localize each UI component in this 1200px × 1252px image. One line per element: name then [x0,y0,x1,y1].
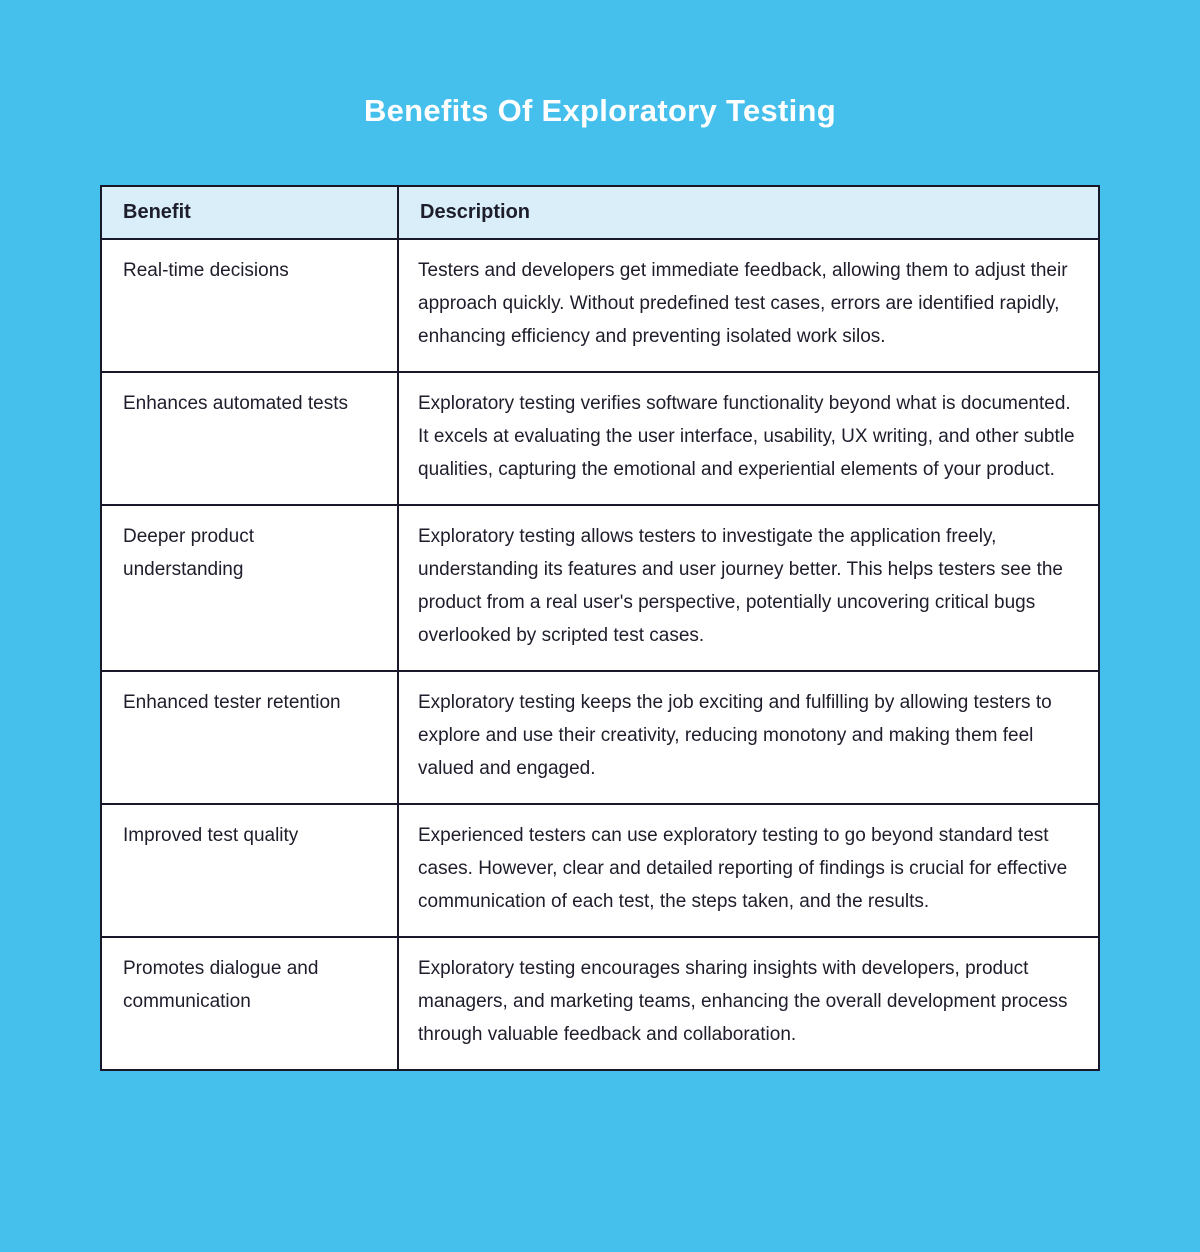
table-row [101,239,1099,372]
table-row [101,671,1099,804]
description-cell: Exploratory testing allows testers to investigate the application freely, understanding its features and user journey better. This helps testers see the product from a real user's perspective, potentially uncovering critical bugs overlooked by scripted test cases. [398,505,1099,671]
benefit-cell: Enhanced tester retention [101,671,398,804]
table-row [101,937,1099,1070]
benefit-cell: Enhances automated tests [101,372,398,505]
column-header-description: Description [398,186,1099,239]
table-header-row [101,186,1099,239]
table-row [101,372,1099,505]
benefits-table [100,185,1100,1071]
description-cell: Exploratory testing verifies software functionality beyond what is documented. It excels at evaluating the user interface, usability, UX writing, and other subtle qualities, capturing the emotional and experiential elements of your product. [398,372,1099,505]
description-cell: Exploratory testing encourages sharing insights with developers, product managers, and marketing teams, enhancing the overall development process through valuable feedback and collaboration. [398,937,1099,1070]
benefit-cell: Improved test quality [101,804,398,937]
column-header-benefit: Benefit [101,186,398,239]
benefit-cell: Real-time decisions [101,239,398,372]
benefit-cell: Promotes dialogue and communication [101,937,398,1070]
description-cell: Experienced testers can use exploratory testing to go beyond standard test cases. However, clear and detailed reporting of findings is crucial for effective communication of each test, the steps taken, and the results. [398,804,1099,937]
table-row [101,505,1099,671]
benefit-cell: Deeper product understanding [101,505,398,671]
description-cell: Testers and developers get immediate feedback, allowing them to adjust their approach quickly. Without predefined test cases, errors are identified rapidly, enhancing efficiency and preventing isolated work silos. [398,239,1099,372]
table-row [101,804,1099,937]
description-cell: Exploratory testing keeps the job exciting and fulfilling by allowing testers to explore and use their creativity, reducing monotony and making them feel valued and engaged. [398,671,1099,804]
page-title: Benefits Of Exploratory Testing [363,92,837,128]
